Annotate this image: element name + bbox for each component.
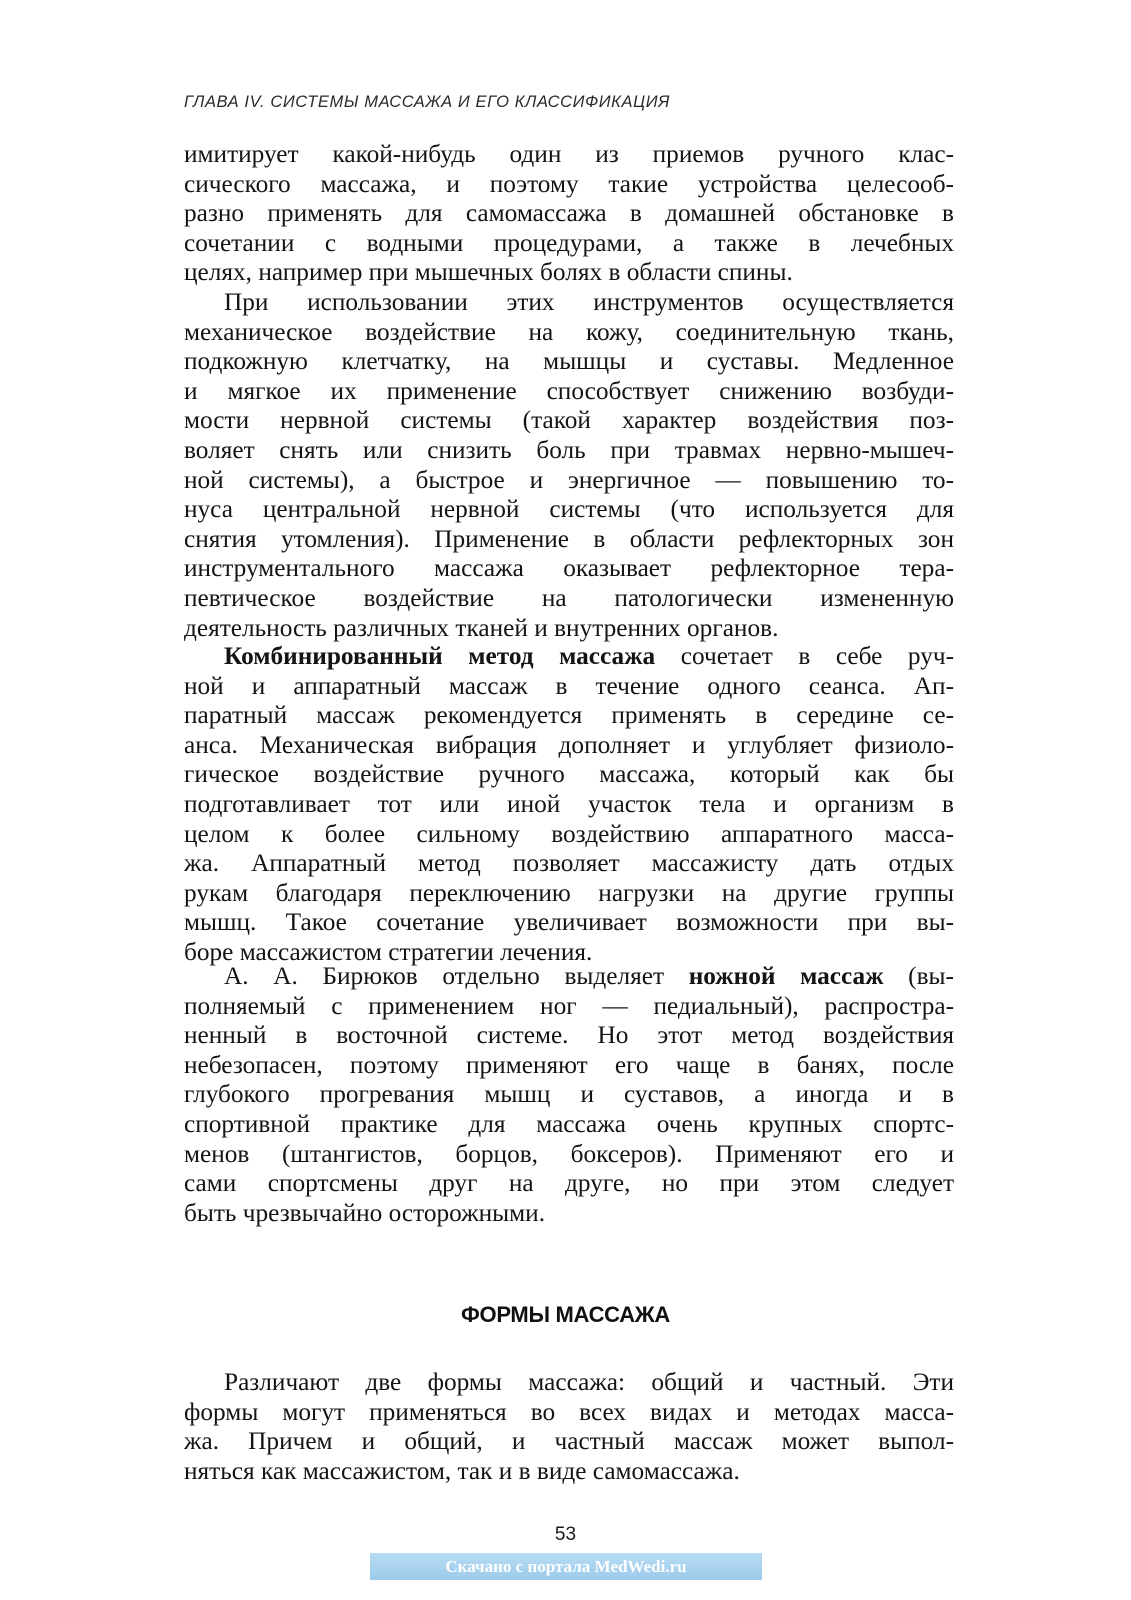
text-line: менов (штангистов, борцов, боксеров). Применяют его и — [184, 1139, 954, 1168]
text-line: нуса центральной нервной системы (что используется для — [184, 495, 954, 524]
text-line: мышц. Такое сочетание увеличивает возможности при вы- — [184, 908, 954, 937]
text-line: разно применять для самомассажа в домашней обстановке в — [184, 199, 954, 228]
paragraph-1 — [184, 140, 954, 288]
text-fragment: сочетает в себе руч- — [655, 642, 954, 670]
text-line: снятия утомления). Применение в области рефлекторных зон — [184, 524, 954, 553]
term-foot-massage: ножной массаж — [688, 962, 884, 990]
paragraph-3 — [184, 642, 954, 968]
text-line: ненный в восточной системе. Но этот метод воздействия — [184, 1021, 954, 1050]
text-line: инструментального массажа оказывает рефлекторное тера- — [184, 554, 954, 583]
text-line: имитирует какой-нибудь один из приемов ручного клас- — [184, 140, 954, 168]
text-line: подготавливает тот или иной участок тела и организм в — [184, 789, 954, 818]
text-line: деятельность различных тканей и внутренних органов. — [184, 613, 779, 642]
text-line: ной и аппаратный массаж в течение одного сеанса. Ап- — [184, 671, 954, 700]
text-line: мости нервной системы (такой характер воздействия поз- — [184, 406, 954, 435]
text-line: целом к более сильному воздействию аппаратного масса- — [184, 819, 954, 848]
text-line — [184, 642, 954, 672]
paragraph-4 — [184, 962, 954, 1228]
text-line: сического массажа, и поэтому такие устройства целесооб- — [184, 169, 954, 198]
text-line: и мягкое их применение способствует снижению возбуди- — [184, 376, 954, 405]
text-line: целях, например при мышечных болях в области спины. — [184, 258, 793, 287]
text-line: подкожную клетчатку, на мышцы и суставы. Медленное — [184, 347, 954, 376]
text-line: При использовании этих инструментов осуществляется — [224, 288, 954, 316]
text-line: певтическое воздействие на патологически измененную — [184, 583, 954, 612]
text-line: глубокого прогревания мышц и суставов, а иногда и в — [184, 1080, 954, 1109]
text-line: ной системы), а быстрое и энергичное — повышению то- — [184, 465, 954, 494]
text-line — [184, 962, 954, 992]
text-fragment: (вы- — [883, 962, 954, 990]
text-line: анса. Механическая вибрация дополняет и углубляет физиоло- — [184, 730, 954, 759]
text-line: сами спортсмены друг на друге, но при этом следует — [184, 1169, 954, 1198]
term-combined-method: Комбинированный метод массажа — [224, 642, 656, 670]
text-line: полняемый с применением ног — педиальный), распростра- — [184, 991, 954, 1020]
text-line: боре массажистом стратегии лечения. — [184, 937, 593, 966]
text-line: няться как массажистом, так и в виде самомассажа. — [184, 1456, 740, 1485]
text-line: механическое воздействие на кожу, соединительную ткань, — [184, 317, 954, 346]
section-heading: ФОРМЫ МАССАЖА — [461, 1302, 670, 1327]
text-line: сочетании с водными процедурами, а также в лечебных — [184, 228, 954, 257]
text-line: небезопасен, поэтому применяют его чаще в банях, после — [184, 1050, 954, 1079]
paragraph-5 — [184, 1368, 954, 1486]
download-watermark: Скачано с портала MedWedi.ru — [370, 1553, 762, 1580]
paragraph-2 — [184, 288, 954, 643]
text-line: формы могут применяться во всех видах и методах масса- — [184, 1397, 954, 1426]
page-number: 53 — [554, 1524, 577, 1545]
text-line: спортивной практике для массажа очень крупных спортс- — [184, 1109, 954, 1138]
text-line: паратный массаж рекомендуется применять в середине се- — [184, 701, 954, 730]
text-line: жа. Причем и общий, и частный массаж может выпол- — [184, 1427, 954, 1456]
text-line: гическое воздействие ручного массажа, который как бы — [184, 760, 954, 789]
text-line: Различают две формы массажа: общий и частный. Эти — [224, 1368, 954, 1396]
running-head: ГЛАВА IV. СИСТЕМЫ МАССАЖА И ЕГО КЛАССИФИКАЦИЯ — [184, 93, 670, 111]
text-line: жа. Аппаратный метод позволяет массажисту дать отдых — [184, 849, 954, 878]
text-line: быть чрезвычайно осторожными. — [184, 1198, 546, 1227]
text-line: воляет снять или снизить боль при травмах нервно-мышеч- — [184, 435, 954, 464]
text-line: рукам благодаря переключению нагрузки на другие группы — [184, 878, 954, 907]
text-fragment: А. А. Бирюков отдельно выделяет — [224, 962, 689, 990]
